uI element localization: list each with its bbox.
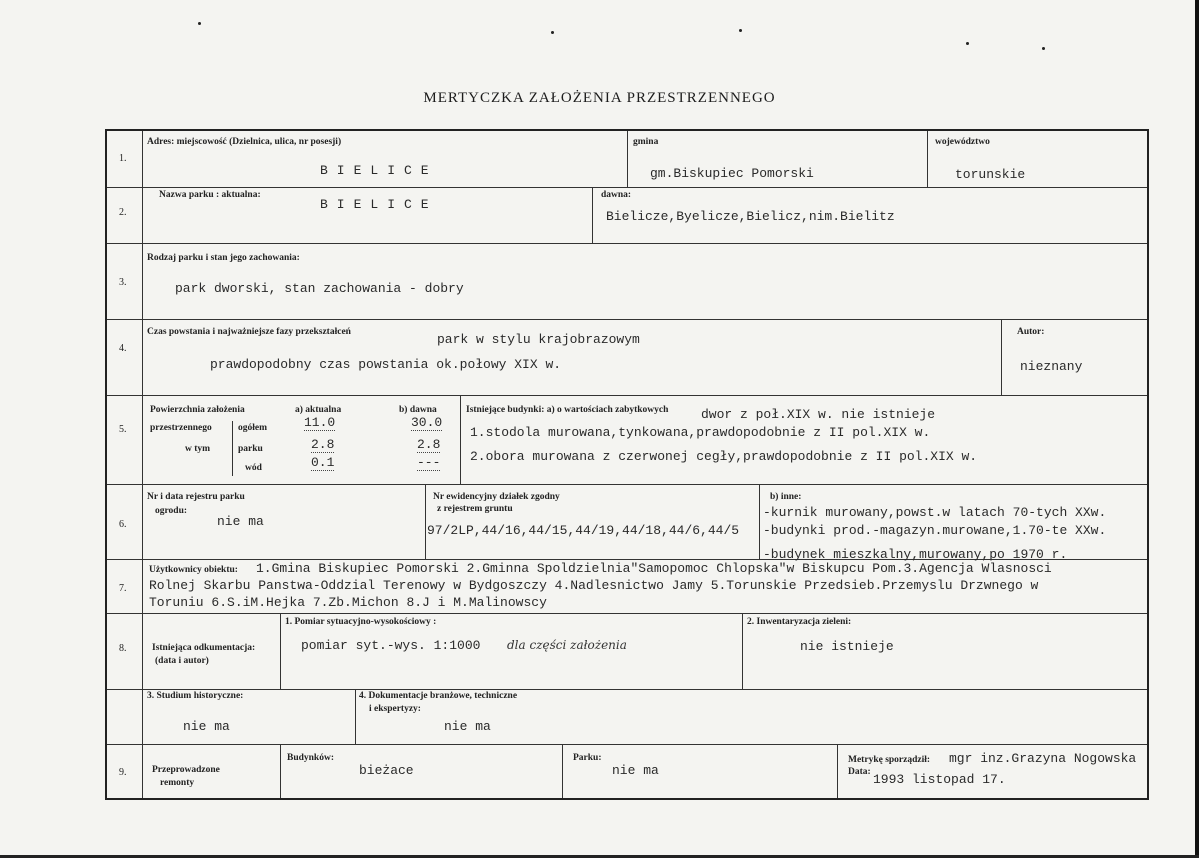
- scan-speck: [551, 31, 554, 34]
- area-label-2: przestrzennego: [150, 423, 212, 433]
- park-name-label: Nazwa parku : aktualna:: [159, 190, 261, 200]
- register-label-2: ogrodu:: [155, 506, 188, 516]
- documentation-label: Istniejąca odkumentacja:: [152, 643, 256, 653]
- row-number: 5.: [119, 424, 127, 435]
- history-study-label: 3. Studium historyczne:: [147, 691, 244, 701]
- users-line: Rolnej Skarbu Panstwa-Oddzial Terenowy w Bydgoszczy 4.Nadlesnictwo Jamy 5.Torunskie Przedsieb.Przemyslu Drzwnego w: [149, 578, 1039, 593]
- address-value: BIELICE: [320, 163, 438, 178]
- renovations-buildings-value: bieżace: [359, 763, 414, 778]
- cell-divider: [742, 613, 743, 689]
- cell-divider: [355, 689, 356, 744]
- creation-value-time: prawdopodobny czas powstania ok.połowy XIX w.: [210, 357, 562, 372]
- old-name-label: dawna:: [601, 190, 632, 200]
- survey-value: pomiar syt.-wys. 1:1000: [301, 638, 481, 653]
- users-line: 1.Gmina Biskupiec Pomorski 2.Gminna Spoldzielnia"Samopomoc Chlopska"w Biskupcu Pom.3.Agencja Wlasnosci: [256, 561, 1052, 576]
- renovations-label-2: remonty: [160, 778, 195, 788]
- row-number: 3.: [119, 277, 127, 288]
- cell-divider: [280, 613, 281, 689]
- row-number: 8.: [119, 643, 127, 654]
- renovations-park-value: nie ma: [612, 763, 659, 778]
- date-label: Data:: [848, 767, 871, 777]
- greenery-inventory-value: nie istnieje: [800, 639, 894, 654]
- old-name-value: Bielicze,Byelicze,Bielicz,nim.Bielitz: [606, 209, 895, 224]
- renovations-label: Przeprowadzone: [152, 765, 220, 775]
- users-label: Użytkownicy obiektu:: [149, 565, 238, 575]
- row-number: 1.: [119, 153, 127, 164]
- register-label: Nr i data rejestru parku: [147, 492, 245, 502]
- row-number: 2.: [119, 207, 127, 218]
- gmina-value: gm.Biskupiec Pomorski: [650, 166, 814, 181]
- cell-divider: [592, 187, 593, 243]
- scan-speck: [739, 29, 742, 32]
- parcels-label: Nr ewidencyjny działek zgodny: [433, 492, 560, 502]
- row-number: 6.: [119, 519, 127, 530]
- author-label: Autor:: [1017, 327, 1045, 337]
- prepared-by-label: Metrykę sporządził:: [848, 755, 931, 765]
- branch-docs-label-2: i ekspertyzy:: [369, 704, 421, 714]
- buildings-label: Istniejące budynki: a) o wartościach zabytkowych: [466, 405, 669, 415]
- branch-docs-value: nie ma: [444, 719, 491, 734]
- date-value: 1993 listopad 17.: [873, 772, 1006, 787]
- register-value: nie ma: [217, 514, 264, 529]
- cell-divider: [425, 484, 426, 559]
- cell-divider: [1001, 319, 1002, 395]
- author-value: nieznany: [1020, 359, 1083, 374]
- form-table: [105, 129, 1149, 800]
- users-line: Toruniu 6.S.iM.Hejka 7.Zb.Michon 8.J i M.Malinowscy: [149, 595, 547, 610]
- gmina-label: gmina: [633, 137, 659, 147]
- row-divider: [107, 744, 1147, 745]
- area-row-label: parku: [238, 444, 263, 454]
- cell-divider: [927, 131, 928, 187]
- row-divider: [107, 395, 1147, 396]
- area-current-value: 0.1: [311, 455, 335, 470]
- creation-value-style: park w stylu krajobrazowym: [437, 332, 640, 347]
- cell-divider: [562, 744, 563, 798]
- row-number: 9.: [119, 767, 127, 778]
- area-label: Powierzchnia założenia: [150, 405, 245, 415]
- document-title: MERTYCZKA ZAŁOŻENIA PRZESTRZENNEGO: [423, 90, 776, 106]
- area-current-value: 11.0: [304, 415, 336, 430]
- building-item: dwor z poł.XIX w. nie istnieje: [701, 407, 936, 422]
- scan-speck: [966, 42, 969, 45]
- park-type-value: park dworski, stan zachowania - dobry: [175, 281, 464, 296]
- cell-divider: [759, 484, 760, 559]
- survey-label: 1. Pomiar sytuacyjno-wysokościowy :: [285, 617, 437, 627]
- scan-edge-right: [1195, 0, 1199, 858]
- area-inner-divider: [232, 421, 233, 476]
- park-type-label: Rodzaj parku i stan jego zachowania:: [147, 253, 300, 263]
- parcels-value: 97/2LP,44/16,44/15,44/19,44/18,44/6,44/5: [427, 523, 740, 538]
- row-divider: [107, 187, 1147, 188]
- other-buildings-label: b) inne:: [770, 492, 802, 502]
- greenery-inventory-label: 2. Inwentaryzacja zieleni:: [747, 617, 852, 627]
- park-name-value: BIELICE: [320, 197, 438, 212]
- area-old-value: 2.8: [417, 437, 441, 452]
- other-building-item: -kurnik murowany,powst.w latach 70-tych XXw.: [763, 505, 1107, 520]
- history-study-value: nie ma: [183, 719, 230, 734]
- parcels-label-2: z rejestrem gruntu: [437, 504, 513, 514]
- survey-handwritten-note: dla części założenia: [507, 638, 627, 652]
- row-divider: [107, 689, 1147, 690]
- voivodeship-label: województwo: [935, 137, 990, 147]
- number-column-divider: [142, 131, 143, 798]
- renovations-buildings-label: Budynków:: [287, 753, 334, 763]
- cell-divider: [280, 744, 281, 798]
- area-current-header: a) aktualna: [295, 405, 342, 415]
- area-row-label: ogółem: [238, 423, 268, 433]
- prepared-by-value: mgr inz.Grazyna Nogowska: [949, 751, 1137, 766]
- other-building-item: -budynki prod.-magazyn.murowane,1.70-te XXw.: [763, 523, 1107, 538]
- cell-divider: [627, 131, 628, 187]
- row-divider: [107, 243, 1147, 244]
- row-divider: [107, 613, 1147, 614]
- row-number: 7.: [119, 583, 127, 594]
- scan-speck: [1042, 47, 1045, 50]
- area-row-label: wód: [245, 463, 262, 473]
- cell-divider: [837, 744, 838, 798]
- row-number: 4.: [119, 343, 127, 354]
- row-divider: [107, 319, 1147, 320]
- area-in-which-label: w tym: [185, 444, 211, 454]
- row-divider: [107, 484, 1147, 485]
- area-old-value: ---: [417, 455, 441, 470]
- renovations-park-label: Parku:: [573, 753, 602, 763]
- cell-divider: [460, 395, 461, 484]
- documentation-label-2: (data i autor): [155, 656, 209, 666]
- scan-speck: [198, 22, 201, 25]
- building-item: 1.stodola murowana,tynkowana,prawdopodobnie z II pol.XIX w.: [470, 425, 931, 440]
- area-old-value: 30.0: [411, 415, 443, 430]
- address-label: Adres: miejscowość (Dzielnica, ulica, nr posesji): [147, 137, 342, 147]
- area-old-header: b) dawna: [399, 405, 437, 415]
- creation-label: Czas powstania i najważniejsze fazy przekształceń: [147, 327, 351, 337]
- voivodeship-value: torunskie: [955, 167, 1026, 182]
- area-current-value: 2.8: [311, 437, 335, 452]
- other-building-item: -budynek mieszkalny,murowany,po 1970 r.: [763, 547, 1068, 562]
- branch-docs-label: 4. Dokumentacje branżowe, techniczne: [359, 691, 518, 701]
- building-item: 2.obora murowana z czerwonej cegły,prawdopodobnie z II pol.XIX w.: [470, 449, 978, 464]
